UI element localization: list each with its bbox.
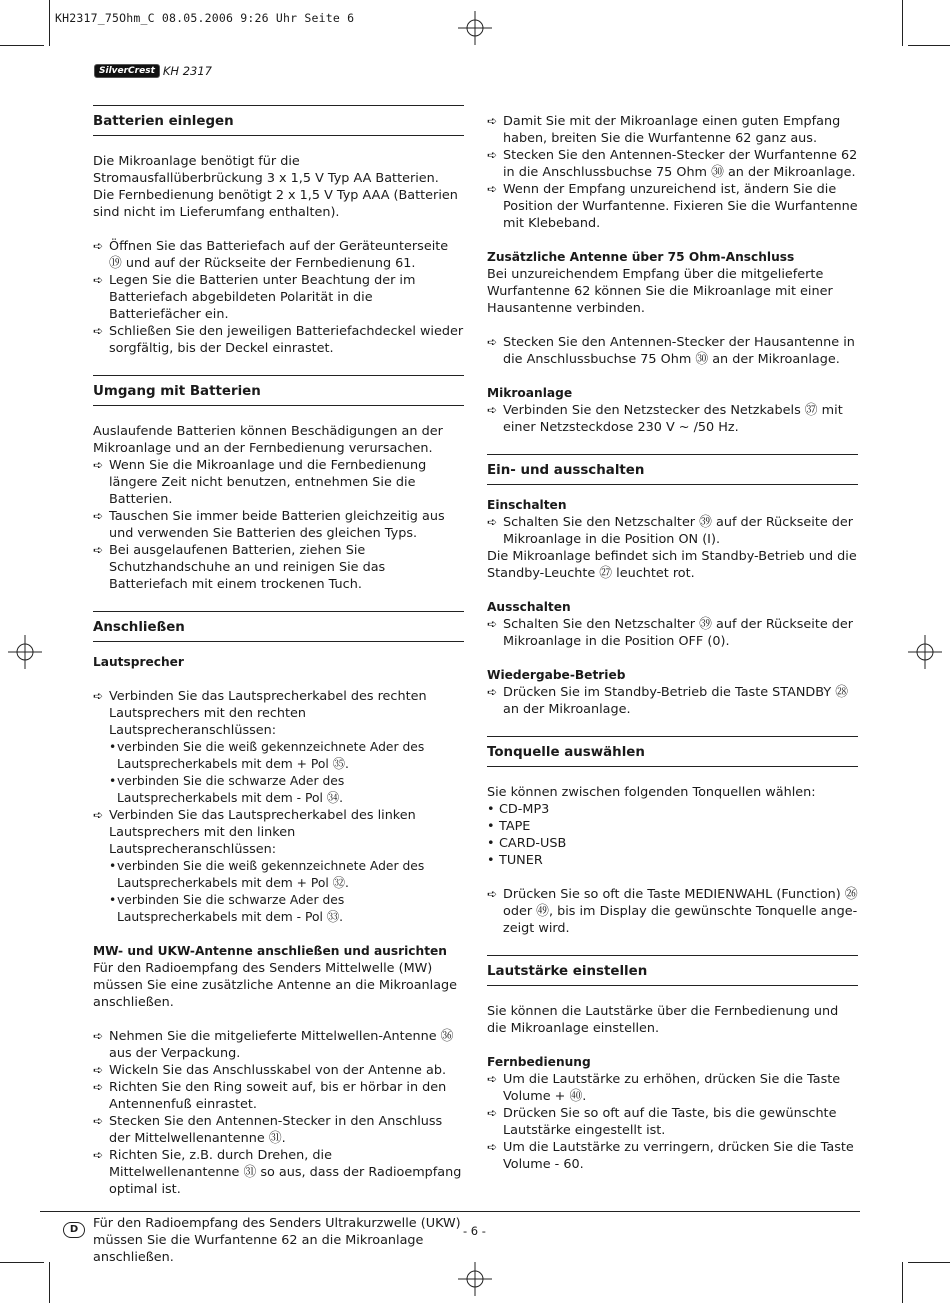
list-item: ➪ Schließen Sie den jeweiligen Batteriefachdeckel wieder sorgfältig, bis der Deckel einrastet. (93, 324, 464, 356)
arrow-icon: ➪ (487, 1106, 498, 1120)
list-item: ➪ Drücken Sie so oft auf die Taste, bis die gewünschte Lautstärke eingestellt ist. (487, 1106, 837, 1138)
section-lautstaerke-einstellen (487, 955, 858, 1173)
bullet-item: • verbinden Sie die schwarze Ader des Lautsprecherkabels mit dem - Pol ㉞. (109, 774, 345, 805)
subheading: Einschalten (487, 498, 567, 512)
arrow-icon: ➪ (93, 689, 104, 703)
subheading: Ausschalten (487, 600, 571, 614)
arrow-icon: ➪ (487, 148, 498, 162)
list-item: ➪ Wenn der Empfang unzureichend ist, ändern Sie die Position der Wurfantenne. Fixieren Sie die Wurfantenne mit Klebeband. (487, 182, 858, 231)
arrow-icon: ➪ (93, 458, 104, 472)
arrow-icon: ➪ (93, 1063, 104, 1077)
paragraph: Sie können die Lautstärke über die Fernbedienung und die Mikroanlage einstellen. (487, 1004, 839, 1036)
section-title: Anschließen (93, 612, 464, 642)
section-title: Lautstärke einstellen (487, 956, 858, 986)
list-item: ➪ Verbinden Sie das Lautsprecherkabel des rechten Lautsprechers mit den rechten Lautsprecheranschlüssen: (93, 689, 427, 738)
arrow-icon: ➪ (487, 515, 498, 529)
crop-mark (902, 0, 903, 46)
brand-logo: SilverCrest (94, 64, 160, 78)
footer-divider (40, 1211, 860, 1212)
section-tonquelle-auswaehlen (487, 736, 858, 937)
model-number: KH 2317 (162, 64, 212, 78)
list-item: ➪ Tauschen Sie immer beide Batterien gleichzeitig aus und verwenden Sie Batterien des gleichen Typs. (93, 509, 445, 541)
section-anschliessen (93, 611, 464, 1266)
section-batterien-einlegen (93, 105, 464, 357)
arrow-icon: ➪ (93, 808, 104, 822)
arrow-icon: ➪ (93, 273, 104, 287)
section-title: Umgang mit Batterien (93, 376, 464, 406)
bullet-item: • TAPE (487, 819, 531, 834)
subheading: Lautsprecher (93, 655, 184, 669)
paragraph: Auslaufende Batterien können Beschädigungen an der Mikroanlage und an der Fernbedienung verursachen. (93, 424, 443, 456)
list-item: ➪ Bei ausgelaufenen Batterien, ziehen Sie Schutzhandschuhe an und reinigen Sie das Batteriefach mit einem trockenen Tuch. (93, 543, 386, 592)
list-item: ➪ Stecken Sie den Antennen-Stecker der Hausantenne in die Anschlussbuchse 75 Ohm ㉚ an der Mikroanlage. (487, 335, 855, 367)
section-title: Ein- und ausschalten (487, 455, 858, 485)
bullet-item: • TUNER (487, 853, 543, 868)
arrow-icon: ➪ (487, 335, 498, 349)
list-item: ➪ Richten Sie den Ring soweit auf, bis er hörbar in den Antennenfuß einrastet. (93, 1080, 447, 1112)
registration-mark-icon (908, 635, 942, 669)
print-info-line: KH2317_75Ohm_C 08.05.2006 9:26 Uhr Seite 6 (55, 11, 355, 25)
paragraph: Für den Radioempfang des Senders Mittelwelle (MW) müssen Sie eine zusätzliche Antenne an die Mikroanlage anschließen. (93, 961, 458, 1010)
arrow-icon: ➪ (93, 509, 104, 523)
bullet-item: • CARD-USB (487, 836, 567, 851)
subheading: Zusätzliche Antenne über 75 Ohm-Anschluss (487, 250, 795, 264)
page-number: - 6 - (463, 1224, 486, 1238)
arrow-icon: ➪ (93, 1029, 104, 1043)
crop-mark (49, 1262, 50, 1303)
list-item: ➪ Drücken Sie im Standby-Betrieb die Taste STANDBY ㉘ an der Mikroanlage. (487, 685, 849, 717)
subheading: Fernbedienung (487, 1055, 591, 1069)
list-item: ➪ Wenn Sie die Mikroanlage und die Fernbedienung längere Zeit nicht benutzen, entnehmen Sie die Batterien. (93, 458, 427, 507)
arrow-icon: ➪ (93, 1114, 104, 1128)
arrow-icon: ➪ (93, 239, 104, 253)
registration-mark-icon (458, 1262, 492, 1296)
crop-mark (908, 45, 950, 46)
section-title: Batterien einlegen (93, 106, 464, 136)
bullet-item: • CD-MP3 (487, 802, 550, 817)
paragraph: Die Mikroanlage benötigt für die Stromausfallüberbrückung 3 x 1,5 V Typ AA Batterien. Die Fernbedienung benötigt 2 x 1,5 V Typ AAA (Batterien sind nicht im Lieferumfang enthalten). (93, 154, 458, 220)
brand-header (94, 64, 212, 78)
list-item: ➪ Um die Lautstärke zu verringern, drücken Sie die Taste Volume - 60. (487, 1140, 854, 1172)
subheading: Mikroanlage (487, 386, 573, 400)
bullet-item: • verbinden Sie die schwarze Ader des Lautsprecherkabels mit dem - Pol ㉝. (109, 893, 345, 924)
subheading: MW- und UKW-Antenne anschließen und ausrichten (93, 944, 447, 958)
bullet-item: • verbinden Sie die weiß gekennzeichnete Ader des Lautsprecherkabels mit dem + Pol ㉟. (109, 740, 425, 771)
list-item: ➪ Legen Sie die Batterien unter Beachtung der im Batteriefach abgebildeten Polarität in die Batteriefächer ein. (93, 273, 416, 322)
arrow-icon: ➪ (93, 1148, 104, 1162)
paragraph: Bei unzureichendem Empfang über die mitgelieferte Wurfantenne 62 können Sie die Mikroanlage mit einer Hausantenne verbinden. (487, 267, 833, 316)
list-item: ➪ Schalten Sie den Netzschalter ㊴ auf der Rückseite der Mikroanlage in die Position OFF (0). (487, 617, 854, 649)
arrow-icon: ➪ (487, 403, 498, 417)
list-item: ➪ Verbinden Sie das Lautsprecherkabel des linken Lautsprechers mit den linken Lautsprecheranschlüssen: (93, 808, 416, 857)
section-umgang-mit-batterien (93, 375, 464, 593)
list-item: ➪ Um die Lautstärke zu erhöhen, drücken Sie die Taste Volume + ㊵. (487, 1072, 841, 1104)
paragraph: Die Mikroanlage befindet sich im Standby-Betrieb und die Standby-Leuchte ㉗ leuchtet rot. (487, 549, 857, 581)
list-item: ➪ Drücken Sie so oft die Taste MEDIENWAHL (Function) ㉖ oder ㊾, bis im Display die gewünschte Tonquelle ange- zeigt wird. (487, 887, 858, 936)
crop-mark (902, 1262, 903, 1303)
list-item: ➪ Damit Sie mit der Mikroanlage einen guten Empfang haben, breiten Sie die Wurfantenne 62 ganz aus. (487, 114, 841, 146)
arrow-icon: ➪ (487, 1140, 498, 1154)
list-item: ➪ Nehmen Sie die mitgelieferte Mittelwellen-Antenne ㊱ aus der Verpackung. (93, 1029, 454, 1061)
right-column (487, 113, 858, 1173)
registration-mark-icon (8, 635, 42, 669)
list-item: ➪ Stecken Sie den Antennen-Stecker in den Anschluss der Mittelwellenantenne ㉛. (93, 1114, 443, 1146)
crop-mark (908, 1262, 950, 1263)
arrow-icon: ➪ (93, 543, 104, 557)
list-item: ➪ Wickeln Sie das Anschlusskabel von der Antenne ab. (93, 1063, 447, 1078)
language-badge: D (63, 1222, 85, 1238)
arrow-icon: ➪ (487, 1072, 498, 1086)
crop-mark (49, 0, 50, 46)
arrow-icon: ➪ (93, 324, 104, 338)
arrow-icon: ➪ (487, 114, 498, 128)
arrow-icon: ➪ (93, 1080, 104, 1094)
registration-mark-icon (458, 11, 492, 45)
arrow-icon: ➪ (487, 685, 498, 699)
arrow-icon: ➪ (487, 887, 498, 901)
list-item: ➪ Richten Sie, z.B. durch Drehen, die Mittelwellenantenne ㉛ so aus, dass der Radioempfang optimal ist. (93, 1148, 462, 1197)
crop-mark (0, 45, 44, 46)
list-item: ➪ Verbinden Sie den Netzstecker des Netzkabels ㊲ mit einer Netzsteckdose 230 V ~ /50 Hz. (487, 403, 843, 435)
bullet-item: • verbinden Sie die weiß gekennzeichnete Ader des Lautsprecherkabels mit dem + Pol ㉜. (109, 859, 425, 890)
subheading: Wiedergabe-Betrieb (487, 668, 626, 682)
section-ein-und-ausschalten (487, 454, 858, 718)
section-title: Tonquelle auswählen (487, 737, 858, 767)
crop-mark (0, 1262, 44, 1263)
arrow-icon: ➪ (487, 182, 498, 196)
paragraph: Sie können zwischen folgenden Tonquellen wählen: (487, 785, 816, 800)
list-item: ➪ Schalten Sie den Netzschalter ㊴ auf der Rückseite der Mikroanlage in die Position ON (I). (487, 515, 854, 547)
arrow-icon: ➪ (487, 617, 498, 631)
paragraph: Für den Radioempfang des Senders Ultrakurzwelle (UKW) müssen Sie die Wurfantenne 62 an die Mikroanlage anschließen. (93, 1216, 461, 1265)
list-item: ➪ Stecken Sie den Antennen-Stecker der Wurfantenne 62 in die Anschlussbuchse 75 Ohm ㉚ an der Mikroanlage. (487, 148, 858, 180)
list-item: ➪ Öffnen Sie das Batteriefach auf der Geräteunterseite ⑲ und auf der Rückseite der Fernbedienung 61. (93, 239, 449, 271)
left-column (93, 100, 464, 1266)
